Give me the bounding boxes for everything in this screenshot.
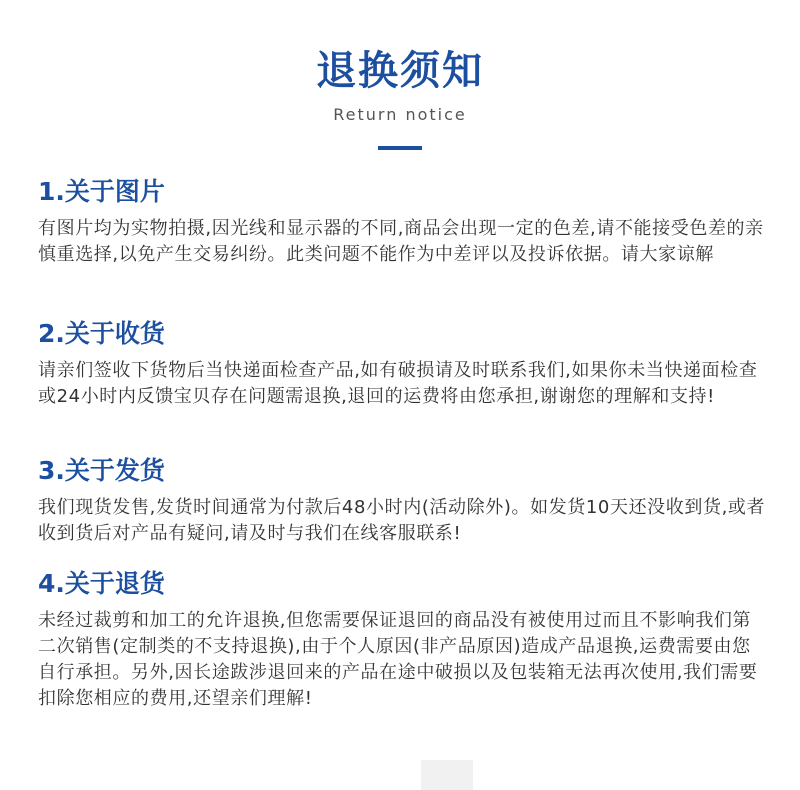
- section-body: 我们现货发售,发货时间通常为付款后48小时内(活动除外)。如发货10天还没收到货,或者收到货后对产品有疑问,请及时与我们在线客服联系!: [38, 497, 766, 544]
- section-about-shipping: [38, 455, 768, 547]
- section-heading: 4.关于退货: [38, 569, 165, 598]
- page-title: 退换须知: [316, 48, 484, 94]
- title-divider: [378, 146, 422, 150]
- section-body: 有图片均为实物拍摄,因光线和显示器的不同,商品会出现一定的色差,请不能接受色差的亲慎重选择,以免产生交易纠纷。此类问题不能作为中差评以及投诉依据。请大家谅解: [38, 218, 764, 265]
- page-subtitle: Return notice: [333, 105, 467, 124]
- section-about-pictures: [38, 176, 768, 268]
- section-about-receiving: [38, 318, 768, 410]
- section-heading: 3.关于发货: [38, 456, 165, 485]
- section-body: 未经过裁剪和加工的允许退换,但您需要保证退回的商品没有被使用过而且不影响我们第二次销售(定制类的不支持退换),由于个人原因(非产品原因)造成产品退换,运费需要由您自行承担。另外,因长途跋涉退回来的产品在途中破损以及包装箱无法再次使用,我们需要扣除您相应的费用,还望亲们理解!: [38, 610, 758, 709]
- footer-placeholder-block: [421, 760, 473, 790]
- section-heading: 1.关于图片: [38, 177, 165, 206]
- section-about-returns: [38, 568, 768, 712]
- section-body: 请亲们签收下货物后当快递面检查产品,如有破损请及时联系我们,如果你未当快递面检查或24小时内反馈宝贝存在问题需退换,退回的运费将由您承担,谢谢您的理解和支持!: [38, 360, 758, 407]
- section-heading: 2.关于收货: [38, 319, 165, 348]
